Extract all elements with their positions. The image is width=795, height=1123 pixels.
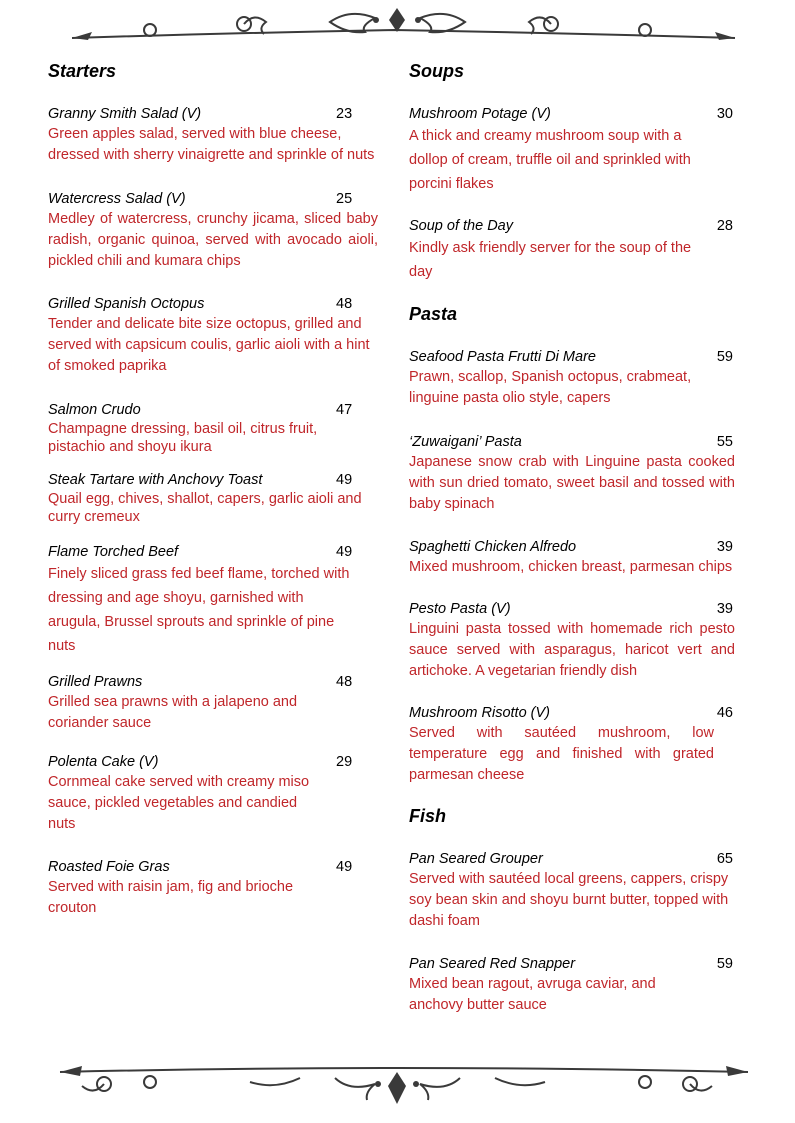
item-price: 48 xyxy=(336,296,353,312)
section-title-fish: Fish xyxy=(409,806,447,826)
item-description: Green apples salad, served with blue cheese, dressed with sherry vinaigrette and sprinkle of nuts xyxy=(48,126,375,163)
menu-item xyxy=(48,857,378,919)
menu-item xyxy=(409,954,735,1016)
section-title-pasta: Pasta xyxy=(409,304,458,324)
menu-item xyxy=(409,703,735,786)
item-price: 65 xyxy=(716,851,733,867)
menu-item xyxy=(48,470,378,526)
item-name: Spaghetti Chicken Alfredo xyxy=(409,539,577,555)
menu-item xyxy=(48,542,378,658)
menu-item xyxy=(48,672,378,734)
item-name: Roasted Foie Gras xyxy=(48,859,170,875)
item-description: Medley of watercress, crunchy jicama, sliced baby radish, organic quinoa, served with avocado aioli, pickled chili and kumara chips xyxy=(48,211,378,269)
item-price: 48 xyxy=(336,674,353,690)
item-price: 29 xyxy=(336,754,353,770)
menu-item xyxy=(48,400,378,456)
item-description: Mixed bean ragout, avruga caviar, and anchovy butter sauce xyxy=(409,976,656,1013)
item-name: Seafood Pasta Frutti Di Mare xyxy=(409,349,596,365)
menu-item xyxy=(409,849,735,932)
item-name: Grilled Spanish Octopus xyxy=(48,296,205,312)
item-name: Grilled Prawns xyxy=(48,674,143,690)
item-description: A thick and creamy mushroom soup with a dollop of cream, truffle oil and sprinkled with porcini flakes xyxy=(409,128,691,192)
item-name: Salmon Crudo xyxy=(48,402,141,418)
item-name: Watercress Salad (V) xyxy=(48,191,186,207)
item-description: Japanese snow crab with Linguine pasta cooked with sun dried tomato, sweet basil and tossed with baby spinach xyxy=(409,454,735,512)
item-description: Cornmeal cake served with creamy miso sauce, pickled vegetables and candied nuts xyxy=(48,774,310,832)
menu-item xyxy=(409,432,735,515)
item-price: 23 xyxy=(336,106,353,122)
item-price: 59 xyxy=(716,956,733,972)
item-name: Pesto Pasta (V) xyxy=(409,601,511,617)
item-name: ‘Zuwaigani’ Pasta xyxy=(409,434,522,450)
menu-item xyxy=(409,599,735,682)
item-description: Served with raisin jam, fig and brioche crouton xyxy=(48,879,294,916)
item-description: Finely sliced grass fed beef flame, torched with dressing and age shoyu, garnished with arugula, Brussel sprouts and sprinkle of pine nuts xyxy=(48,566,350,654)
item-description: Linguini pasta tossed with homemade rich pesto sauce served with asparagus, haricot vert and artichoke. A vegetarian friendly dish xyxy=(409,621,735,679)
item-price: 49 xyxy=(336,859,353,875)
menu-item xyxy=(409,537,735,578)
item-price: 25 xyxy=(336,191,353,207)
item-name: Pan Seared Red Snapper xyxy=(409,956,576,972)
item-price: 49 xyxy=(336,544,353,560)
top-ornament xyxy=(0,0,795,48)
menu-item xyxy=(48,189,378,272)
item-name: Mushroom Potage (V) xyxy=(409,106,551,122)
item-price: 49 xyxy=(336,472,353,488)
right-column xyxy=(409,58,735,1016)
item-description: Quail egg, chives, shallot, capers, garlic aioli and curry cremeux xyxy=(48,491,362,525)
item-price: 47 xyxy=(336,402,353,418)
item-price: 30 xyxy=(716,106,733,122)
item-name: Flame Torched Beef xyxy=(48,544,179,560)
item-price: 55 xyxy=(716,434,733,450)
item-description: Prawn, scallop, Spanish octopus, crabmeat, linguine pasta olio style, capers xyxy=(409,369,692,406)
item-price: 46 xyxy=(716,705,733,721)
item-name: Mushroom Risotto (V) xyxy=(409,705,551,721)
menu-item xyxy=(48,104,378,166)
item-price: 39 xyxy=(716,539,733,555)
menu-item xyxy=(409,104,735,196)
item-description: Kindly ask friendly server for the soup of the day xyxy=(409,240,692,280)
item-name: Polenta Cake (V) xyxy=(48,754,159,770)
item-description: Served with sautéed local greens, cappers, crispy soy bean skin and shoyu burnt butter, topped with dashi foam xyxy=(409,871,729,929)
bottom-ornament xyxy=(0,1058,795,1114)
section-title-starters: Starters xyxy=(48,61,117,81)
menu-item xyxy=(48,294,378,377)
item-price: 59 xyxy=(716,349,733,365)
item-name: Pan Seared Grouper xyxy=(409,851,543,867)
left-column xyxy=(48,58,378,919)
item-price: 39 xyxy=(716,601,733,617)
item-price: 28 xyxy=(716,218,733,234)
item-name: Granny Smith Salad (V) xyxy=(48,106,202,122)
item-description: Champagne dressing, basil oil, citrus fruit, pistachio and shoyu ikura xyxy=(48,421,318,455)
item-name: Steak Tartare with Anchovy Toast xyxy=(48,472,263,488)
section-title-soups: Soups xyxy=(409,61,465,81)
item-description: Mixed mushroom, chicken breast, parmesan chips xyxy=(409,559,733,575)
item-description: Served with sautéed mushroom, low temperature egg and finished with grated parmesan cheese xyxy=(409,725,714,783)
menu-item xyxy=(48,752,378,835)
menu-item xyxy=(409,216,735,284)
item-description: Tender and delicate bite size octopus, grilled and served with capsicum coulis, garlic aioli with a hint of smoked paprika xyxy=(48,316,370,374)
item-name: Soup of the Day xyxy=(409,218,513,234)
menu-item xyxy=(409,347,735,409)
item-description: Grilled sea prawns with a jalapeno and coriander sauce xyxy=(48,694,298,731)
